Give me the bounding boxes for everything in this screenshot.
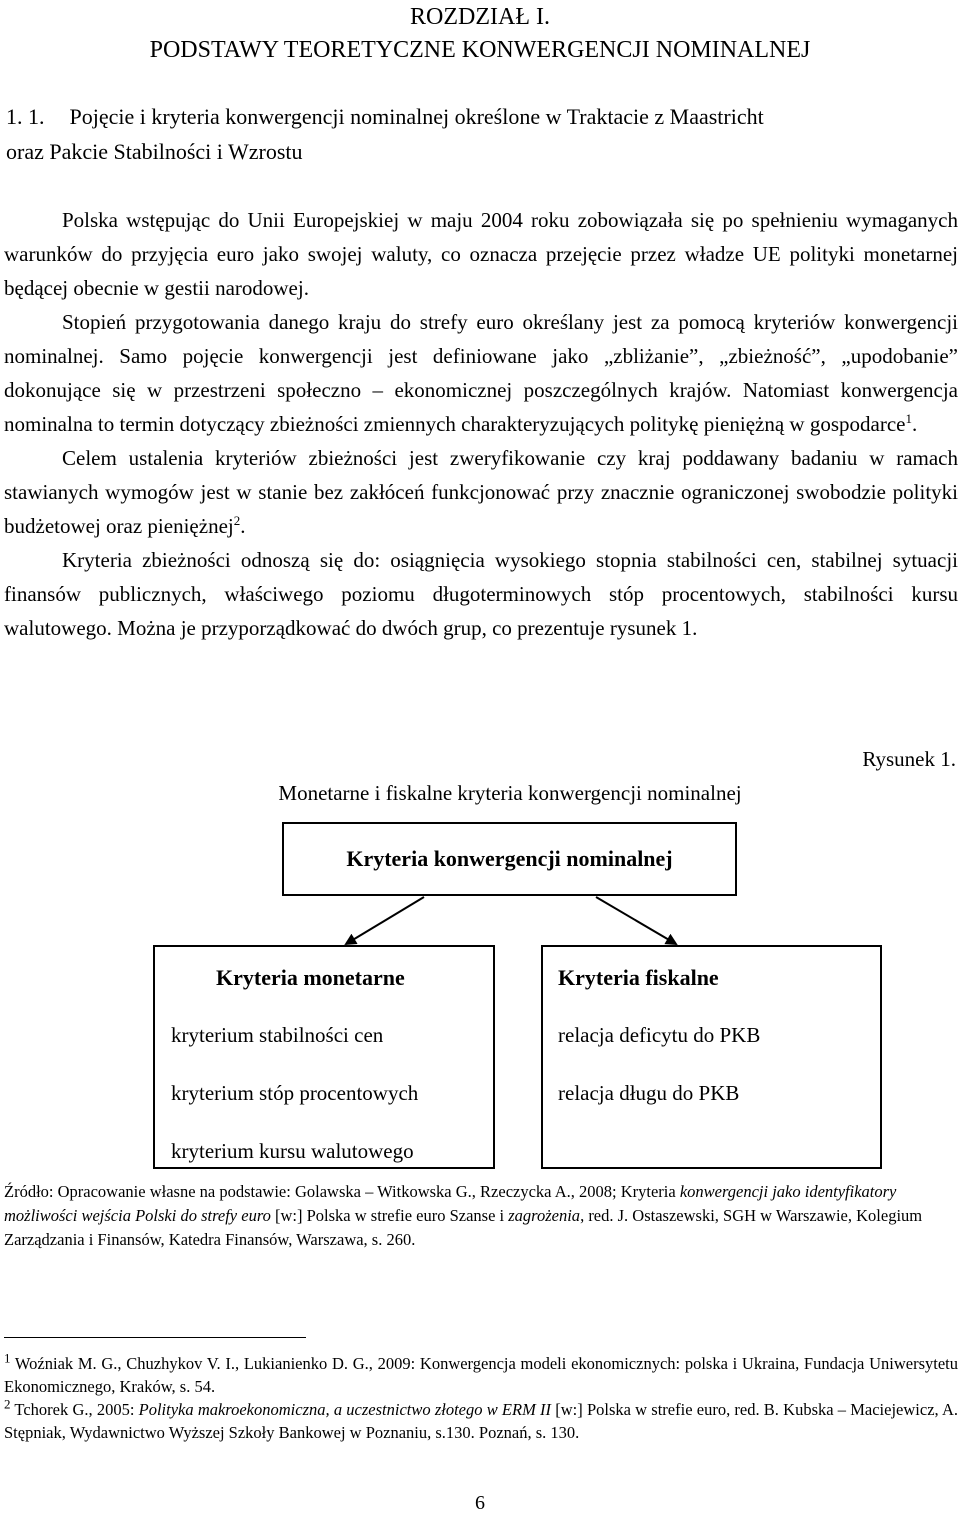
source-label: Źródło: (4, 1182, 54, 1201)
chapter-title: PODSTAWY TEORETYCZNE KONWERGENCJI NOMINALNEJ (149, 37, 811, 63)
section-title-line1: Pojęcie i kryteria konwergencji nominalnej określone w Traktacie z Maastricht (69, 104, 764, 129)
paragraph-4: Kryteria zbieżności odnoszą się do: osiągnięcia wysokiego stopnia stabilności cen, stabilnej sytuacji finansów publicznych, właściwego poziomu długoterminowych stóp procentowych, stabilności kursu walutowego. Można je przyporządkować do dwóch grup, co prezentuje rysunek 1. (4, 548, 958, 640)
box-left-title: Kryteria monetarne (216, 965, 405, 990)
box-fiscal-criteria (541, 945, 882, 1169)
paragraph-2-text: Stopień przygotowania danego kraju do strefy euro określany jest za pomocą kryteriów konwergencji nominalnej. Samo pojęcie konwergencji jest definiowane jako „zbliżanie”, „zbieżność”, „upodobanie” dokonujące się w przestrzeni społeczno – ekonomicznej poszczególnych krajów. Natomiast konwergencja nominalna to termin dotyczący zbieżności zmiennych charakteryzujących politykę pieniężną w gospodarce (4, 310, 958, 436)
footnote-2-text: Tchorek G., 2005: (10, 1400, 139, 1419)
footnote-2-number: 2 (4, 1396, 11, 1412)
figure-source (4, 1180, 956, 1252)
footnote-2 (4, 1398, 958, 1444)
footnote-separator (4, 1337, 306, 1338)
paragraph-2-end: . (911, 412, 918, 436)
paragraph-3-end: . (240, 514, 246, 538)
paragraph-1: Polska wstępując do Unii Europejskiej w maju 2004 roku zobowiązała się po spełnieniu wymaganych warunków do przyjęcia euro jako swojej waluty, co oznacza przejęcie przez władze UE polityki monetarnej będącej obecnie w gestii narodowej. (4, 208, 958, 300)
box-right-item: relacja długu do PKB (558, 1081, 740, 1105)
box-left-item: kryterium stabilności cen (171, 1023, 384, 1047)
source-text: [w:] Polska w strefie euro Szanse i (270, 1206, 509, 1225)
box-left-item: kryterium kursu walutowego (171, 1139, 414, 1163)
source-text: , red. J. Ostaszewski, SGH w Warszawie, Kolegium Zarządzania i Finansów, Katedra Finansów, Warszawa, s. 260. (4, 1206, 923, 1249)
box-right-item: relacja deficytu do PKB (558, 1023, 761, 1047)
box-monetary-criteria (153, 945, 495, 1169)
source-title-italic: konwergencji jako identyfikatory możliwości wejścia Polski do strefy euro (4, 1182, 897, 1225)
box-top-label: Kryteria konwergencji nominalnej (346, 846, 673, 871)
arrow-to-fiscal (596, 897, 676, 944)
paragraph-3-text: Celem ustalenia kryteriów zbieżności jest zweryfikowanie czy kraj poddawany badaniu w ramach stawianych wymogów jest w stanie bez zakłóceń funkcjonować przy znacznie ograniczonej swobodzie polityki budżetowej oraz pieniężnej (4, 446, 958, 538)
footnote-ref-2: 2 (233, 513, 241, 528)
figure-label: Rysunek 1. (862, 747, 956, 771)
page-number: 6 (475, 1492, 485, 1514)
box-right-title: Kryteria fiskalne (558, 965, 719, 990)
figure-caption: Monetarne i fiskalne kryteria konwergencji nominalnej (278, 781, 742, 805)
section-number: 1. 1. (6, 104, 45, 129)
footnote-ref-1: 1 (905, 411, 912, 426)
footnotes (4, 1352, 958, 1444)
arrow-to-monetary (346, 897, 424, 944)
footnote-1 (4, 1352, 958, 1398)
footnote-2-title-italic: Polityka makroekonomiczna, a uczestnictwo złotego w ERM II (138, 1400, 552, 1419)
footnote-1-number: 1 (4, 1350, 11, 1366)
section-title-line2: oraz Pakcie Stabilności i Wzrostu (6, 139, 303, 164)
footnote-2-text: [w:] Polska w strefie euro, red. B. Kubska – Maciejewicz, A. Stępniak, Wydawnictwo Wyższej Szkoły Bankowej w Poznaniu, s.130. Poznań, s. 130. (4, 1400, 958, 1442)
source-title-italic: zagrożenia (508, 1206, 581, 1225)
footnote-1-text: Woźniak M. G., Chuzhykov V. I., Lukianienko D. G., 2009: Konwergencja modeli ekonomicznych: polska i Ukraina, Fundacja Uniwersytetu Ekonomicznego, Kraków, s. 54. (4, 1354, 958, 1396)
box-left-item: kryterium stóp procentowych (171, 1081, 419, 1105)
source-text: Opracowanie własne na podstawie: Golawska – Witkowska G., Rzeczycka A., 2008; Kryteria (53, 1182, 680, 1201)
box-nominal-convergence-criteria (282, 822, 737, 896)
chapter-number: ROZDZIAŁ I. (410, 4, 550, 30)
